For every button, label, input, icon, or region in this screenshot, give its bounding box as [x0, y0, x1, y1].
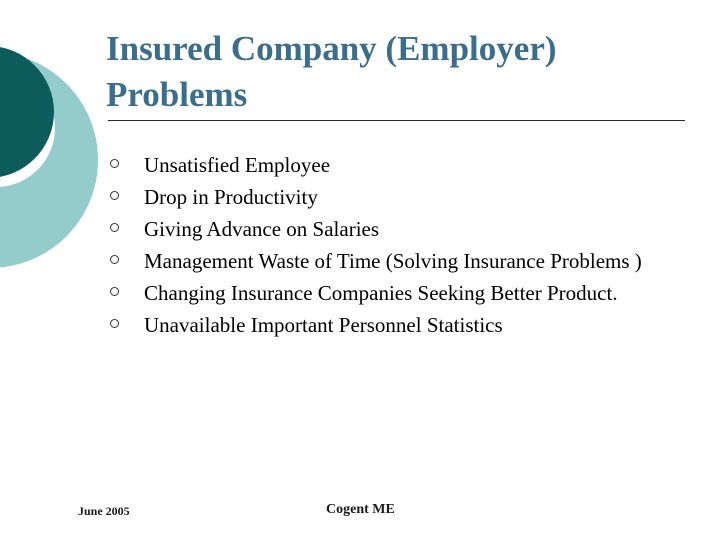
bullet-text: Unsatisfied Employee [144, 153, 331, 177]
hollow-circle-bullet-icon [110, 287, 119, 296]
bullet-item [110, 149, 700, 181]
bullet-text: Drop in Productivity [144, 185, 318, 209]
bullet-text: Management Waste of Time (Solving Insurance Problems ) [144, 249, 642, 273]
bullet-item [110, 309, 700, 341]
bullet-text: Unavailable Important Personnel Statistics [144, 313, 503, 337]
hollow-circle-bullet-icon [110, 191, 119, 200]
bullet-item [110, 213, 700, 245]
hollow-circle-bullet-icon [110, 255, 119, 264]
bullet-text: Changing Insurance Companies Seeking Better Product. [144, 281, 618, 305]
slide-title [106, 26, 696, 118]
footer-company: Cogent ME [326, 502, 395, 517]
hollow-circle-bullet-icon [110, 159, 119, 168]
bullet-list [110, 149, 700, 341]
hollow-circle-bullet-icon [110, 319, 119, 328]
footer-date: June 2005 [78, 504, 130, 518]
hollow-circle-bullet-icon [110, 223, 119, 232]
bullet-item [110, 181, 700, 213]
title-underline [108, 120, 685, 121]
bullet-item [110, 277, 700, 309]
title-line-1: Insured Company (Employer) [106, 29, 557, 68]
bullet-text: Giving Advance on Salaries [144, 217, 380, 241]
title-line-2: Problems [106, 75, 248, 114]
bullet-item [110, 245, 700, 277]
